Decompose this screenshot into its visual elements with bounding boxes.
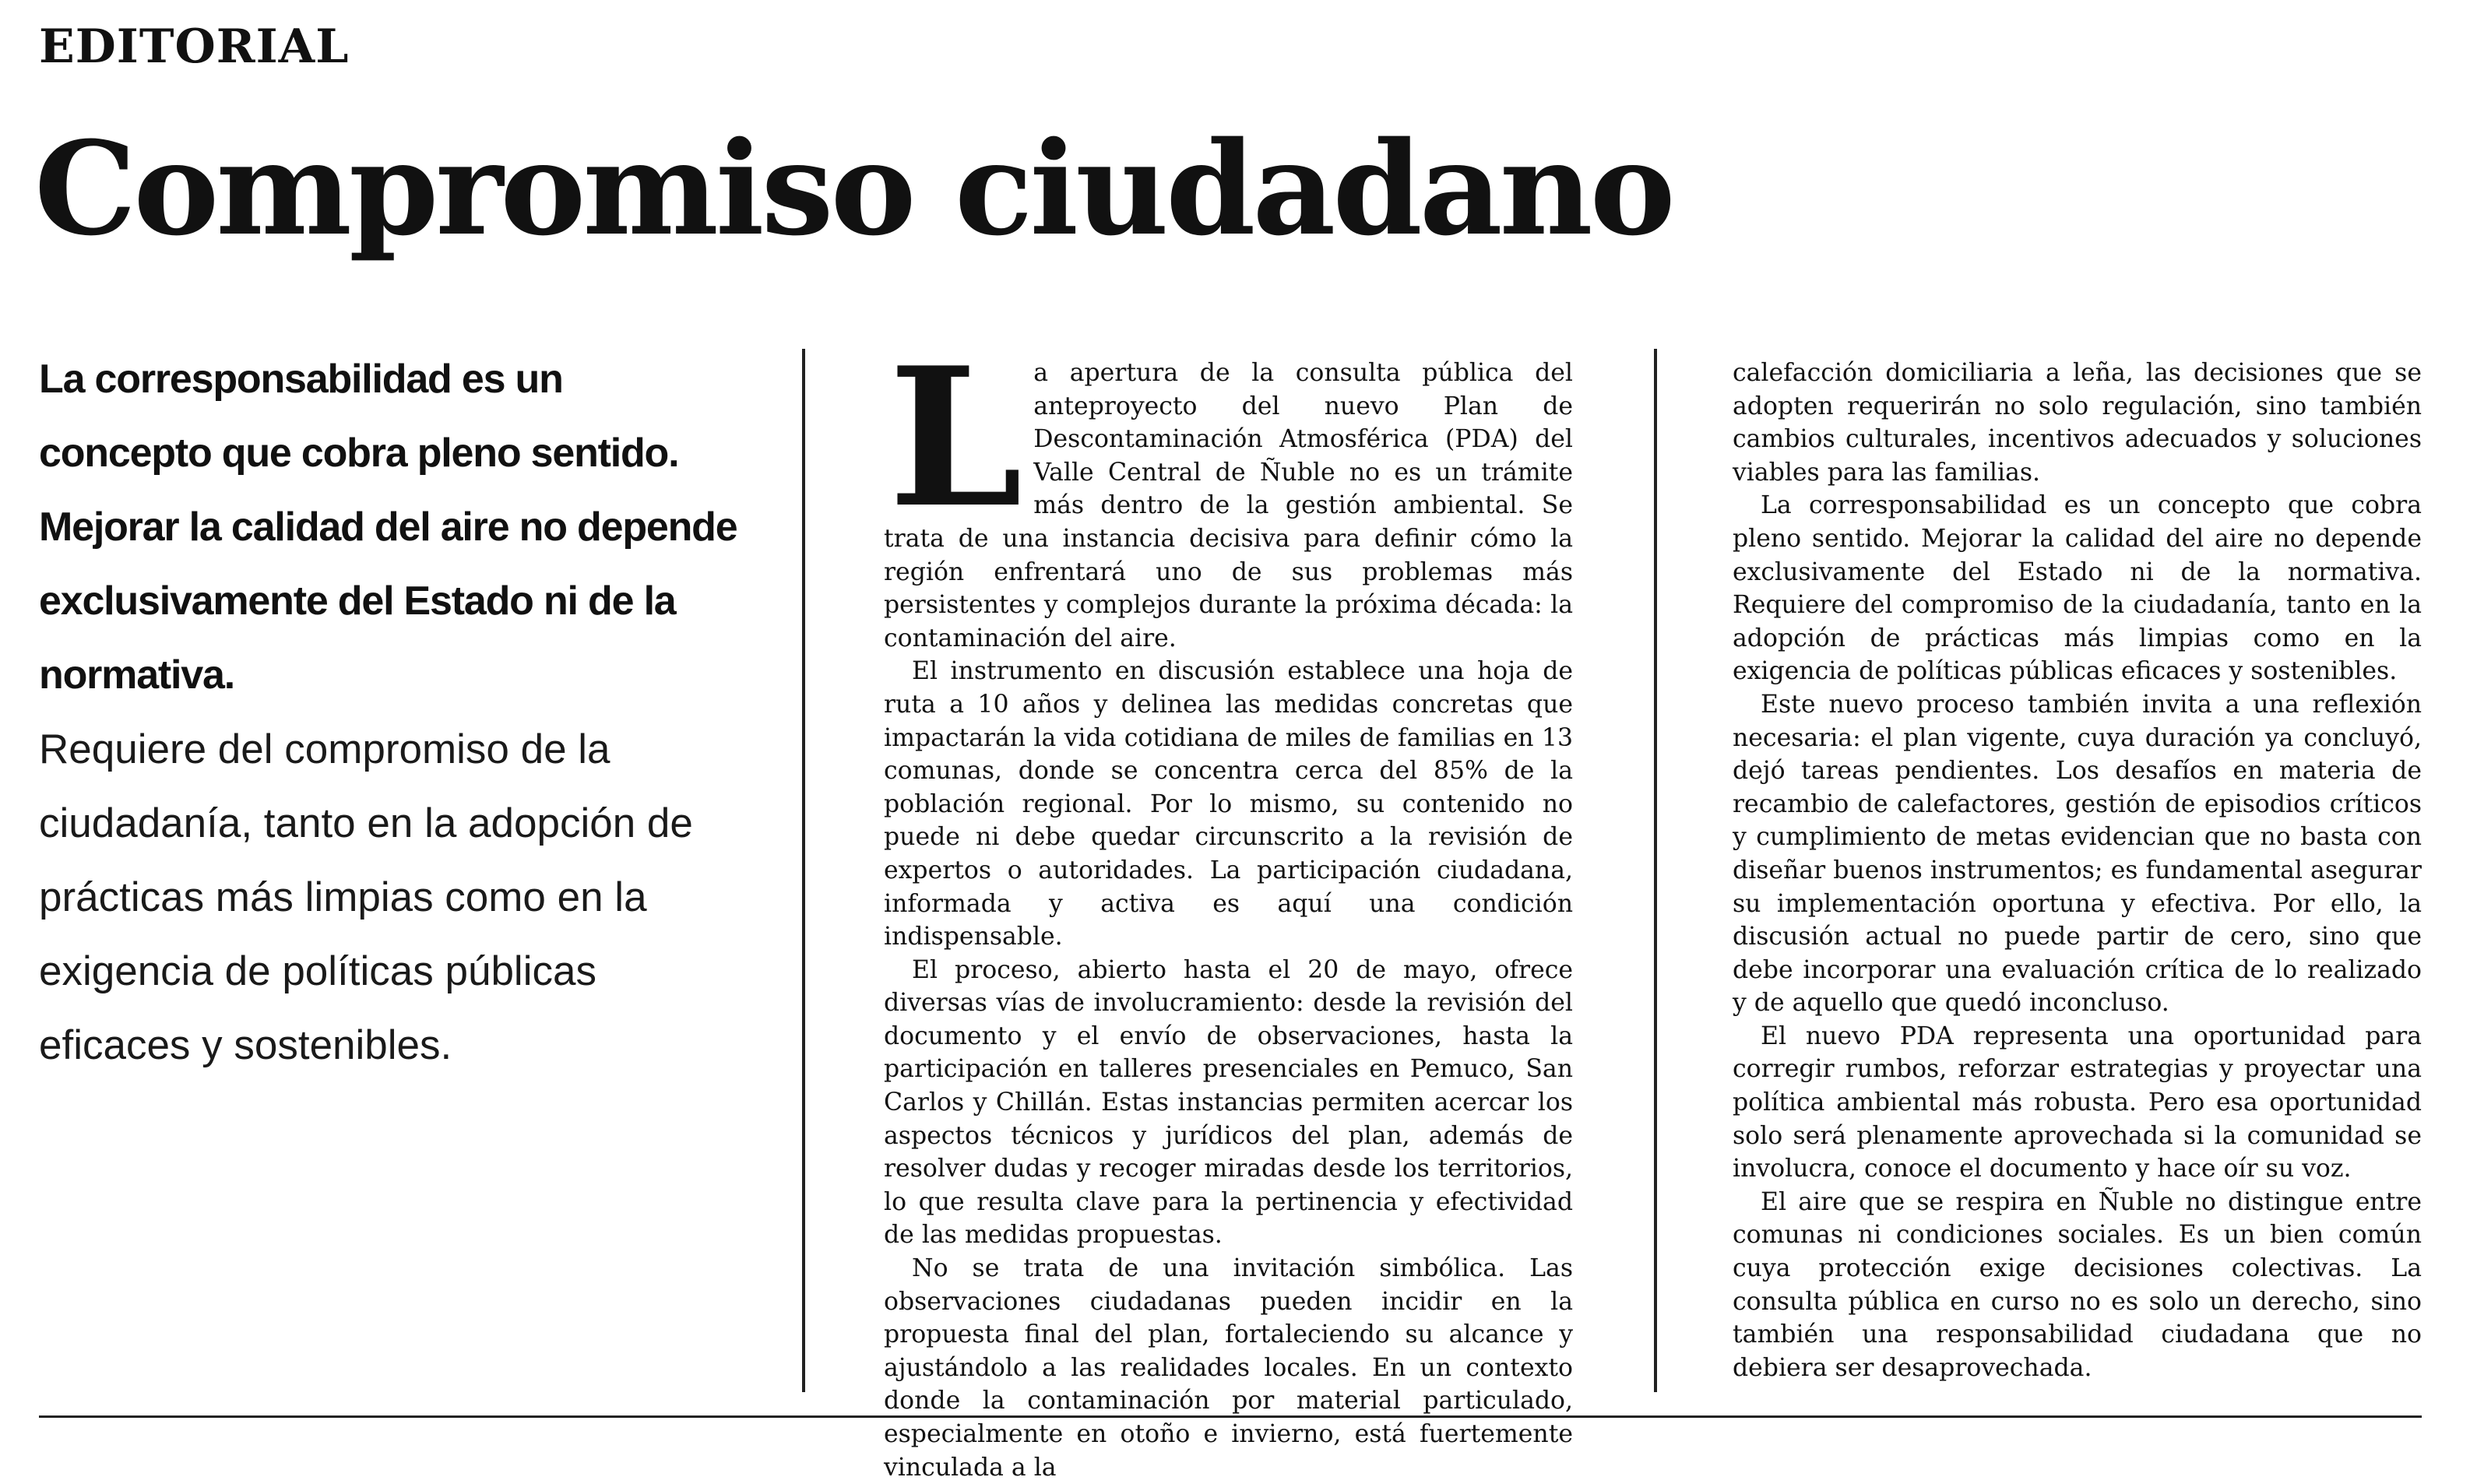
column-divider-right [1654, 349, 1657, 1392]
column-divider-left [802, 349, 805, 1392]
drop-cap: L [888, 325, 1023, 550]
section-label: EDITORIAL [39, 19, 350, 74]
body-paragraph: La corresponsabilidad es un concepto que cobra pleno sentido. Mejorar la calidad del aire no depende exclusivamente del Estado ni de la normativa. Requiere del compromiso de la ciudadanía, tanto en la adopción de prácticas más limpias como en la exigencia de políticas públicas eficaces y sostenibles. [1733, 491, 2422, 686]
body-paragraph: El aire que se respira en Ñuble no distingue entre comunas ni condiciones sociales. Es un bien común cuya protección exige decisiones colectivas. La consulta pública en curso no es solo un derecho, sino también una responsabilidad ciudadana que no debiera ser desaprovechada. [1733, 1187, 2422, 1382]
body-column-1 [884, 325, 1573, 1482]
lead-bold-text: La corresponsabilidad es un concepto que cobra pleno sentido. Mejorar la calidad del aire no depende exclusivamente del Estado ni de la normativa. [39, 357, 737, 698]
lead-regular-text: Requiere del compromiso de la ciudadanía, tanto en la adopción de prácticas más limpias como en la exigencia de políticas públicas eficaces y sostenibles. [39, 726, 693, 1068]
lead-pullquote [39, 343, 740, 1082]
body-paragraph: La apertura de la consulta pública del anteproyecto del nuevo Plan de Descontaminación Atmosférica (PDA) del Valle Central de Ñuble no es un trámite más dentro de la gestión ambiental. Se trata de una instancia decisiva para definir cómo la región enfrentará uno de sus problemas más persistentes y complejos durante la próxima década: la contaminación del aire. [884, 325, 1573, 652]
body-paragraph: calefacción domiciliaria a leña, las decisiones que se adopten requerirán no solo regulación, sino también cambios culturales, incentivos adecuados y soluciones viables para las familias. [1733, 359, 2422, 487]
headline: Compromiso ciudadano [34, 113, 1673, 264]
body-paragraph: El instrumento en discusión establece una hoja de ruta a 10 años y delinea las medidas concretas que impactarán la vida cotidiana de miles de familias en 13 comunas, donde se concentra cerca del 85% de la población regional. Por lo mismo, su contenido no puede ni debe quedar circunscrito a la revisión de expertos o autoridades. La participación ciudadana, informada y activa es aquí una condición indispensable. [884, 657, 1573, 951]
body-paragraph: No se trata de una invitación simbólica. Las observaciones ciudadanas pueden incidir en la propuesta final del plan, fortaleciendo su alcance y ajustándolo a las realidades locales. En un contexto donde la contaminación por material particulado, especialmente en otoño e invierno, está fuertemente vinculada a la [884, 1254, 1573, 1482]
body-paragraph: Este nuevo proceso también invita a una reflexión necesaria: el plan vigente, cuya duración ya concluyó, dejó tareas pendientes. Los desafíos en materia de recambio de calefactores, gestión de episodios críticos y cumplimiento de metas evidencian que no basta con diseñar buenos instrumentos; es fundamental asegurar su implementación oportuna y efectiva. Por ello, la discusión actual no puede partir de cero, sino que debe incorporar una evaluación crítica de lo realizado y de aquello que quedó inconcluso. [1733, 690, 2422, 1018]
body-paragraph: El nuevo PDA representa una oportunidad para corregir rumbos, reforzar estrategias y proyectar una política ambiental más robusta. Pero esa oportunidad solo será plenamente aprovechada si la comunidad se involucra, conoce el documento y hace oír su voz. [1733, 1022, 2422, 1183]
body-paragraph: El proceso, abierto hasta el 20 de mayo, ofrece diversas vías de involucramiento: desde la revisión del documento y el envío de observaciones, hasta la participación en talleres presenciales en Pemuco, San Carlos y Chillán. Estas instancias permiten acercar los aspectos técnicos y jurídicos del plan, además de resolver dudas y recoger miradas desde los territorios, lo que resulta clave para la pertinencia y efectividad de las medidas propuestas. [884, 955, 1573, 1250]
body-column-2 [1733, 357, 2422, 1396]
bottom-rule [39, 1415, 2422, 1418]
